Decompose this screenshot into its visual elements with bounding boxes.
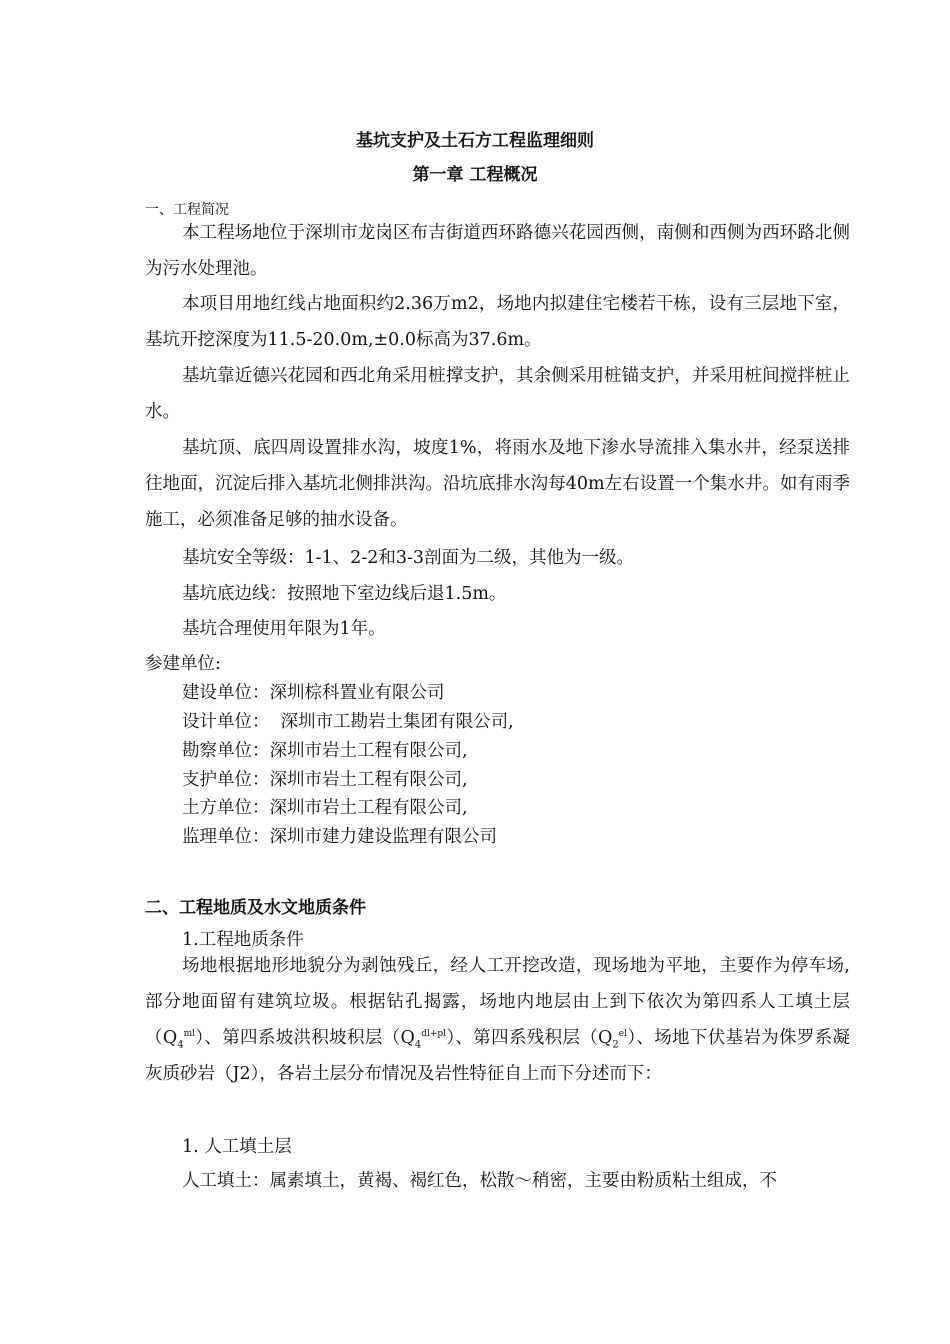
participant-value: 深圳市岩土工程有限公司, [269,741,468,761]
participant-value: 深圳市岩土工程有限公司, [269,798,468,818]
participant-value: 深圳棕科置业有限公司 [269,683,445,703]
list-item-fill-layer: 1. 人工填土层 [182,1137,292,1157]
chapter-heading: 第一章 工程概况 [412,165,538,185]
participant-label: 设计单位： [182,712,270,732]
participant-label: 建设单位： [182,683,270,703]
participant-value: 深圳市建力建设监理有限公司 [269,827,497,847]
participant-row [182,739,468,763]
participant-row [182,710,514,734]
paragraph-geology: 场地根据地形地貌分为剥蚀残丘，经人工开挖改造，现场地为平地，主要作为停车场,部分地面留有建筑垃圾。根据钻孔揭露，场地内地层由上到下依次为第四系人工填土层$(Q_4^{ml})$、第四系坡洪积坡积层$(Q_4^{dl+pl})$、第四系残积层$(Q_2^{el})$、场地下伏基岩为侏罗系凝灰质砂岩（J2），各岩土层分布情况及岩性特征自上而下分述而下： [145,956,850,1084]
participant-row [182,825,497,849]
participant-label: 支护单位： [182,770,270,790]
participant-label: 勘察单位： [182,741,270,761]
bottom-line-text: 基坑底边线：按照地下室边线后退1.5m。 [182,584,507,604]
participant-row [182,681,445,705]
participant-value: 深圳市工勘岩土集团有限公司, [269,712,514,732]
subsection-heading-geology: 1.工程地质条件 [182,930,304,950]
paragraph-drainage: 基坑顶、底四周设置排水沟，坡度1%，将雨水及地下渗水导流排入集水井，经泵送排往地面，沉淀后排入基坑北侧排洪沟。沿坑底排水沟每40m左右设置一个集水井。如有雨季施工，必须准备足够的抽水设备。 [145,438,850,530]
document-title: 基坑支护及土石方工程监理细则 [356,131,594,151]
paragraph-location: 本工程场地位于深圳市龙岗区布吉街道西环路德兴花园西侧，南侧和西侧为西环路北侧为污水处理池。 [145,223,850,279]
participant-value: 深圳市岩土工程有限公司, [269,770,468,790]
participant-label: 土方单位： [182,798,270,818]
participant-row [182,768,468,792]
paragraph-fill-layer: 人工填土：属素填土，黄褐、褐红色，松散～稍密，主要由粉质粘土组成，不 [182,1171,777,1191]
participants-heading: 参建单位: [145,654,221,674]
participant-row [182,796,468,820]
paragraph-site-area: 本项目用地红线占地面积约2.36万m2，场地内拟建住宅楼若干栋，设有三层地下室，基坑开挖深度为11.5-20.0m,±0.0标高为37.6m。 [145,294,850,350]
section-heading-overview: 一、工程简况 [145,202,229,218]
section-heading-geology: 二、工程地质及水文地质条件 [145,898,366,918]
participant-label: 监理单位： [182,827,270,847]
safety-grade-text: 基坑安全等级：1-1、2-2和3-3剖面为二级，其他为一级。 [182,548,635,568]
paragraph-support-method: 基坑靠近德兴花园和西北角采用桩撑支护，其余侧采用桩锚支护，并采用桩间搅拌桩止水。 [145,366,850,422]
service-life-text: 基坑合理使用年限为1年。 [182,619,386,639]
